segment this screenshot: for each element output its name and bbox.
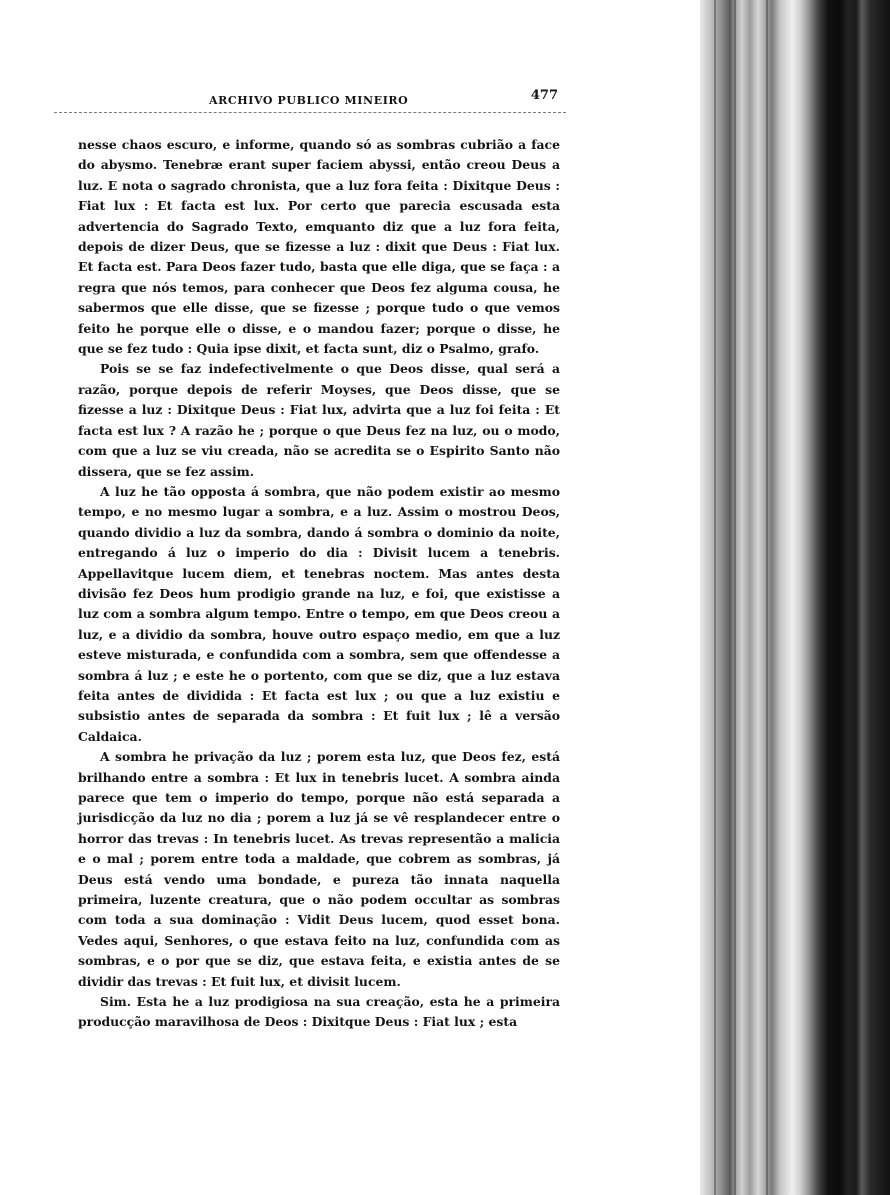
page-number: 477: [530, 88, 558, 103]
binding-line: [766, 0, 768, 1195]
binding-line: [714, 0, 716, 1195]
paragraph: A luz he tão opposta á sombra, que não podem existir ao mesmo tempo, e no mesmo lugar a sombra, e a luz. Assim o mostrou Deos, quando dividio a luz da sombra, dando á sombra o dominio da noite, entregando á luz o imperio do dia : Divisit lucem a tenebris. Appellavitque lucem diem, et tenebras noctem. Mas antes desta divisão fez Deos hum prodigio grande na luz, e foi, que existisse a luz com a sombra algum tempo. Entre o tempo, em que Deos creou a luz, e a dividio da sombra, houve outro espaço medio, em que a luz esteve misturada, e confundida com a sombra, sem que offendesse a sombra á luz ; e este he o portento, com que se diz, que a luz estava feita antes de dividida : Et facta est lux ; ou que a luz existiu e subsistio antes de separada da sombra : Et fuit lux ; lê a versão Caldaica.: [78, 483, 560, 744]
body-text: [78, 135, 560, 1033]
running-title: ARCHIVO PUBLICO MINEIRO: [209, 94, 409, 107]
paragraph: A sombra he privação da luz ; porem esta luz, que Deos fez, está brilhando entre a sombra : Et lux in tenebris lucet. A sombra ainda parece que tem o imperio do tempo, porque não está separada a jurisdicção da luz no dia ; porem a luz já se vê resplandecer entre o horror das trevas : In tenebris lucet. As trevas representão a malicia e o mal ; porem entre toda a maldade, que cobrem as sombras, já Deus está vendo uma bondade, e pureza tão innata naquella primeira, luzente creatura, que o não podem occultar as sombras com toda a sua dominação : Vidit Deus lucem, quod esset bona. Vedes aqui, Senhores, o que estava feito na luz, confundida com as sombras, e o por que se diz, que estava feita, e existia antes de se dividir das trevas : Et fuit lux, et divisit lucem.: [78, 749, 560, 989]
paragraph: Pois se se faz indefectivelmente o que Deos disse, qual será a razão, porque depois de referir Moyses, que Deos disse, que se fizesse a luz : Dixitque Deus : Fiat lux, advirta que a luz foi feita : Et facta est lux ? A razão he ; porque o que Deus fez na luz, ou o modo, com que a luz se viu creada, não se acredita se o Espirito Santo não dissera, que se fez assim.: [78, 361, 560, 479]
page-header: [54, 88, 566, 113]
paragraph: Sim. Esta he a luz prodigiosa na sua creação, esta he a primeira producção maravilhosa de Deos : Dixitque Deus : Fiat lux ; esta: [78, 994, 560, 1030]
book-binding-edge: [700, 0, 890, 1195]
paragraph: nesse chaos escuro, e informe, quando só as sombras cubrião a face do abysmo. Tenebræ erant super faciem abyssi, então creou Deus a luz. E nota o sagrado chronista, que a luz fora feita : Dixitque Deus : Fiat lux : Et facta est lux. Por certo que parecia escusada esta advertencia do Sagrado Texto, emquanto diz que a luz fora feita, depois de dizer Deus, que se fizesse a luz : dixit que Deus : Fiat lux. Et facta est. Para Deos fazer tudo, basta que elle diga, que se faça : a regra que nós temos, para conhecer que Deos fez alguma cousa, he sabermos que elle disse, que se fizesse ; porque tudo o que vemos feito he porque elle o disse, e o mandou fazer; porque o disse, he que se fez tudo : Quia ipse dixit, et facta sunt, diz o Psalmo, grafo.: [78, 137, 560, 357]
binding-line: [734, 0, 736, 1195]
